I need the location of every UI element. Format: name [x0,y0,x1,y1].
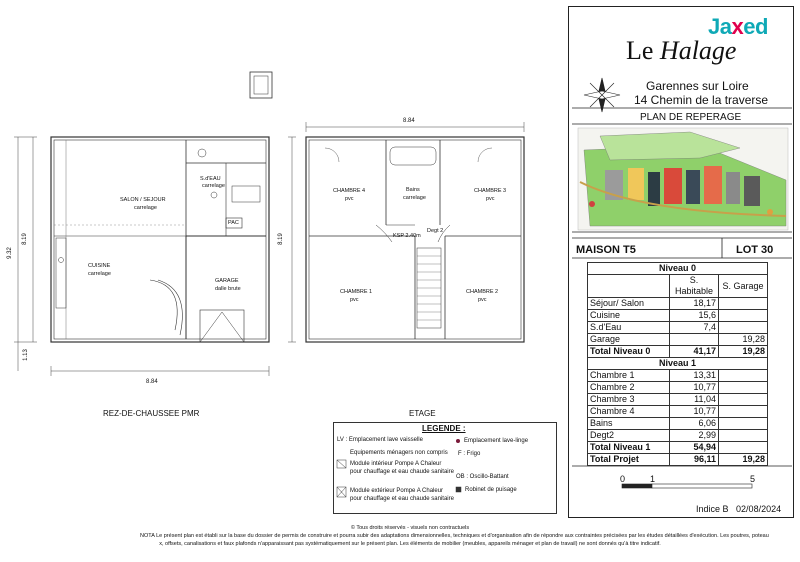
room-bains: Bains [406,187,420,193]
rdc-inner-height-dim: 8.19 [21,233,28,245]
table-cell [719,370,768,382]
room-sdeau: S.d'EAU [200,176,221,182]
rdc-dims [14,137,269,376]
table-row [588,298,768,310]
table-cell: Degt2 [588,430,670,442]
project-city: Garennes sur Loire [646,79,749,93]
table-cell [719,442,768,454]
rdc-height-dim: 9.32 [6,247,13,259]
table-cell [719,394,768,406]
total-projet-row [588,454,768,466]
project-address: 14 Chemin de la traverse [634,93,769,107]
table-cell: S. Habitable [670,275,719,298]
room-ch3: CHAMBRE 3 [474,188,507,194]
room-salon-floor: carrelage [134,205,157,211]
table-cell: S.d'Eau [588,322,670,334]
surface-table [587,262,768,466]
table-row [588,430,768,442]
room-garage-floor: dalle brute [215,286,241,292]
table-row [588,406,768,418]
rdc-plan [51,72,272,342]
maison-type: MAISON T5 [576,244,636,256]
nota-line-2: x, offsets, canalisations et faux plafonds n'apparaissant pas systématiquement sur le présent plan. Les éléments de mobilier (meubles, appareils ménager et plan de travail) ne sont donnés qu'à titre indicatif. [159,541,661,547]
table-cell [719,310,768,322]
room-ch3-floor: pvc [486,196,495,202]
table-row [588,370,768,382]
indice-line: Indice B 02/08/2024 [696,504,782,514]
table-cell [588,275,670,298]
legend-frigo: F : Frigo [458,451,481,457]
table-cell [670,334,719,346]
lot-number: LOT 30 [736,244,774,256]
table-cell: 11,04 [670,394,719,406]
room-degt2: Degt 2 [427,228,444,234]
table-row [588,382,768,394]
legend-equip: Equipements ménagers non compris [350,450,448,456]
table-cell: 54,94 [670,442,719,454]
pac-label: PAC [228,220,239,226]
table-cell: 15,6 [670,310,719,322]
table-row [588,322,768,334]
table-cell: 18,17 [670,298,719,310]
table-cell: Total Projet [588,454,670,466]
table-cell: 19,28 [719,334,768,346]
table-cell: Chambre 3 [588,394,670,406]
project-name: Le Halage [626,36,737,65]
legend-robinet: Robinet de puisage [465,487,517,493]
table-cell: Garage [588,334,670,346]
table-cell: Cuisine [588,310,670,322]
total-niveau0-row [588,346,768,358]
legend-mod-int-2: pour chauffage et eau chaude sanitaire [350,469,454,475]
rdc-offset-dim: 1.13 [22,349,29,361]
table-cell: Niveau 1 [588,358,768,370]
room-cuisine: CUISINE [88,263,111,269]
table-row [588,334,768,346]
room-cuisine-floor: carrelage [88,271,111,277]
table-cell: 41,17 [670,346,719,358]
table-cell: Chambre 4 [588,406,670,418]
room-ch1-floor: pvc [350,297,359,303]
table-cell: Chambre 1 [588,370,670,382]
scale-1: 1 [650,474,656,484]
table-cell: 10,77 [670,382,719,394]
etage-dims [288,122,524,342]
legend-title: LEGENDE : [422,424,466,433]
room-ch1: CHAMBRE 1 [340,289,373,295]
table-cell [719,418,768,430]
legend-lave-linge: Emplacement lave-linge [464,438,529,444]
table-cell: 10,77 [670,406,719,418]
nota-line-1: NOTA Le présent plan est établi sur la base du dossier de permis de construire et pourra subir des adaptations dimensionnelles, techniques et d'organisation afin de répondre aux contraintes précisées par les études détaillées d'exécution. Les poutres, poteau [140,533,769,539]
table-cell: Bains [588,418,670,430]
etage-plan [306,137,524,342]
room-ch2-floor: pvc [478,297,487,303]
rights-note: © Tous droits réservés - visuels non contractuels [350,525,470,531]
column-header [588,275,768,298]
room-bains-floor: carrelage [403,195,426,201]
table-cell: Chambre 2 [588,382,670,394]
legend-mod-int-1: Module intérieur Pompe A Chaleur [350,461,442,467]
rdc-title: REZ-DE-CHAUSSEE PMR [103,409,200,418]
room-ch2: CHAMBRE 2 [466,289,499,295]
table-cell: 2,99 [670,430,719,442]
table-cell: Total Niveau 1 [588,442,670,454]
table-cell: Total Niveau 0 [588,346,670,358]
table-cell: Niveau 0 [588,263,768,275]
total-niveau1-row [588,442,768,454]
table-cell [719,322,768,334]
etage-height-dim: 8.19 [277,233,284,245]
table-cell: 19,28 [719,454,768,466]
niveau1-header [588,358,768,370]
table-cell [719,382,768,394]
table-cell: 7,4 [670,322,719,334]
etage-title: ETAGE [409,409,436,418]
table-cell: S. Garage [719,275,768,298]
room-ch4: CHAMBRE 4 [333,188,366,194]
table-cell: Séjour/ Salon [588,298,670,310]
plan-reperage-label: PLAN DE REPERAGE [640,112,742,123]
niveau0-header [588,263,768,275]
legend-lv: LV : Emplacement lave vaisselle [337,437,423,443]
table-cell [719,406,768,418]
table-cell: 96,11 [670,454,719,466]
table-cell: 13,31 [670,370,719,382]
room-salon: SALON / SEJOUR [120,197,166,203]
brand-logo: Jaxed [708,14,768,39]
table-row [588,310,768,322]
room-sdeau-floor: carrelage [202,183,225,189]
legend-ob: OB : Oscillo-Battant [456,474,509,480]
ksp-label: KSP 2.40m [393,233,421,239]
rdc-width-dim: 8.84 [146,379,158,385]
table-row [588,394,768,406]
table-cell [719,298,768,310]
table-cell: 6,06 [670,418,719,430]
table-row [588,418,768,430]
scale-5: 5 [750,474,756,484]
table-cell: 19,28 [719,346,768,358]
legend-mod-ext-2: pour chauffage et eau chaude sanitaire [350,496,454,502]
etage-width-dim: 8.84 [403,118,415,124]
room-garage: GARAGE [215,278,239,284]
legend-mod-ext-1: Module extérieur Pompe A Chaleur [350,488,444,494]
scale-0: 0 [620,474,626,484]
table-cell [719,430,768,442]
room-ch4-floor: pvc [345,196,354,202]
